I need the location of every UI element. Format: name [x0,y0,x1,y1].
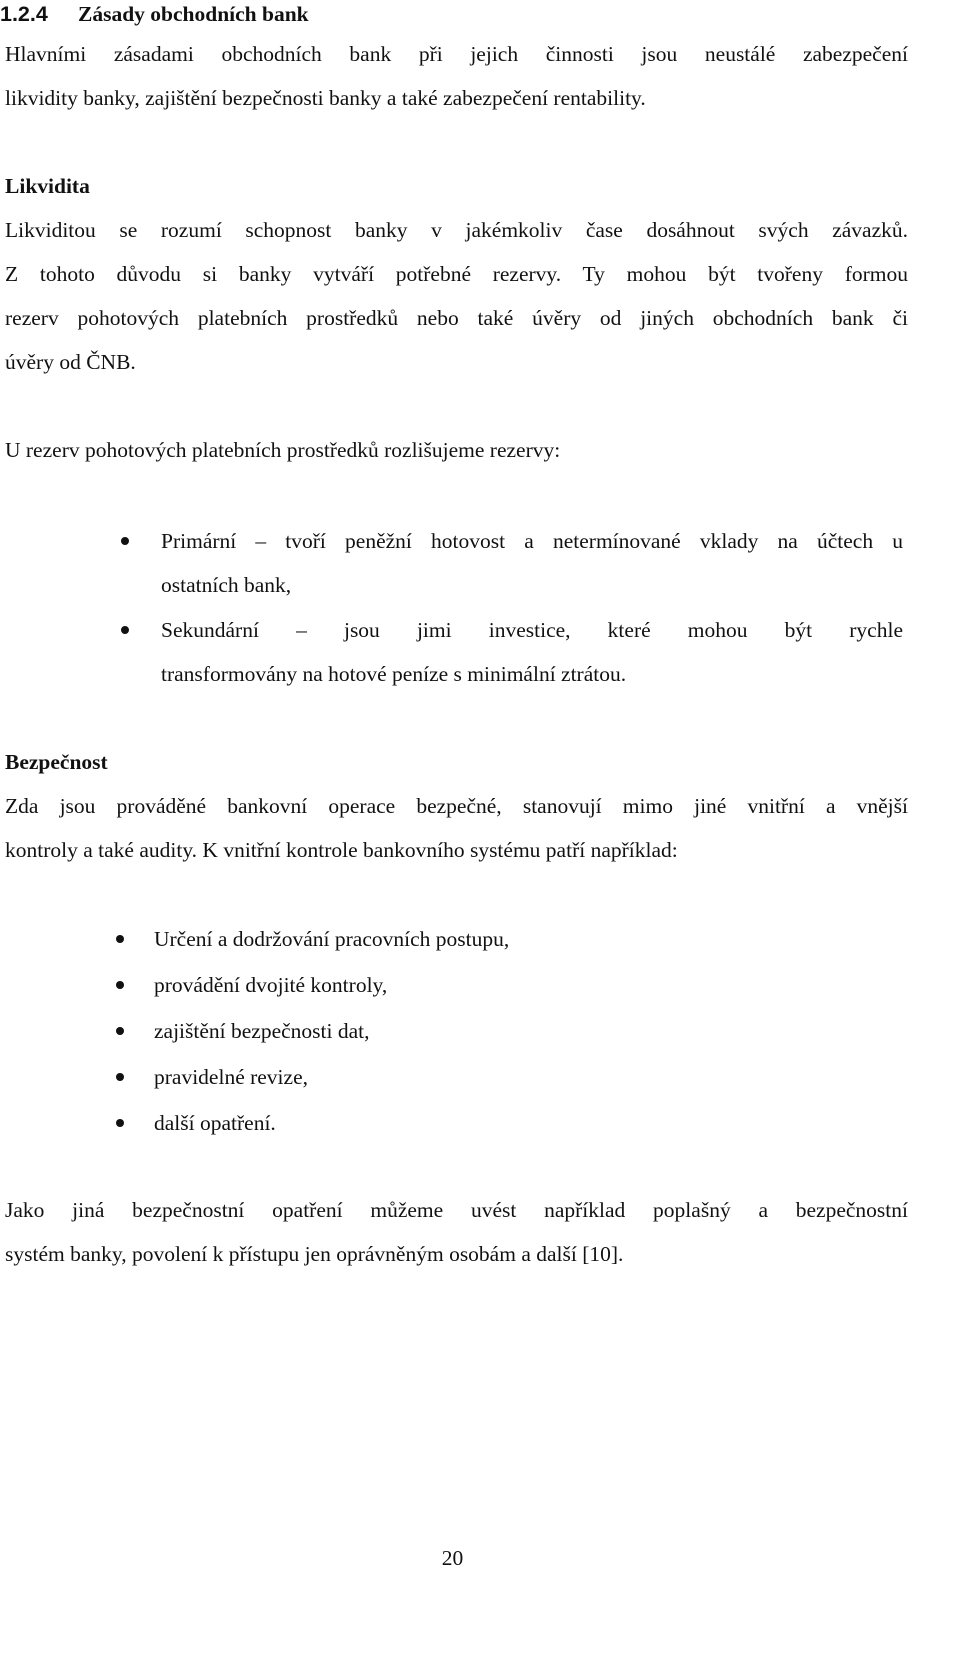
reserve-secondary-line-2: transformovány na hotové peníze s minimální ztrátou. [161,662,627,686]
bullet-icon [116,935,124,943]
likvidita-line-3: rezerv pohotových platebních prostředků nebo také úvěry od jiných obchodních bank či [5,306,908,330]
bezpecnost-line-1: Zda jsou prováděné bankovní operace bezpečné, stanovují mimo jiné vnitřní a vnější [5,794,908,818]
bezpecnost-heading: Bezpečnost [5,750,108,774]
page-number: 20 [441,1546,464,1570]
bullet-icon [116,981,124,989]
reserve-primary-line-2: ostatních bank, [161,573,292,597]
section-heading [0,0,309,28]
bullet-icon [116,1073,124,1081]
control-item: provádění dvojité kontroly, [154,973,388,997]
likvidita-line-4: úvěry od ČNB. [5,350,136,374]
control-item: další opatření. [154,1111,276,1135]
section-title: Zásady obchodních bank [78,2,309,26]
intro-line-2: likvidity banky, zajištění bezpečnosti banky a také zabezpečení rentability. [5,86,646,110]
bullet-icon [116,1027,124,1035]
bullet-icon [116,1119,124,1127]
control-item: pravidelné revize, [154,1065,308,1089]
likvidita-line-2: Z tohoto důvodu si banky vytváří potřebné rezervy. Ty mohou být tvořeny formou [5,262,908,286]
bezpecnost-line-2: kontroly a také audity. K vnitřní kontrole bankovního systému patří například: [5,838,678,862]
reserve-secondary-line-1: Sekundární – jsou jimi investice, které mohou být rychle [161,618,903,642]
control-item: Určení a dodržování pracovních postupu, [154,927,510,951]
intro-line-1: Hlavními zásadami obchodních bank při jejich činnosti jsou neustálé zabezpečení [5,42,908,66]
closing-line-2: systém banky, povolení k přístupu jen oprávněným osobám a další [10]. [5,1242,624,1266]
likvidita-heading: Likvidita [5,174,90,198]
reserves-intro: U rezerv pohotových platebních prostředků rozlišujeme rezervy: [5,438,561,462]
bullet-icon [121,537,129,545]
section-number: 1.2.4 [0,2,48,26]
bullet-icon [121,626,129,634]
control-item: zajištění bezpečnosti dat, [154,1019,370,1043]
likvidita-line-1: Likviditou se rozumí schopnost banky v jakémkoliv čase dosáhnout svých závazků. [5,218,908,242]
closing-line-1: Jako jiná bezpečnostní opatření můžeme uvést například poplašný a bezpečnostní [5,1198,908,1222]
reserve-primary-line-1: Primární – tvoří peněžní hotovost a netermínované vklady na účtech u [161,529,903,553]
